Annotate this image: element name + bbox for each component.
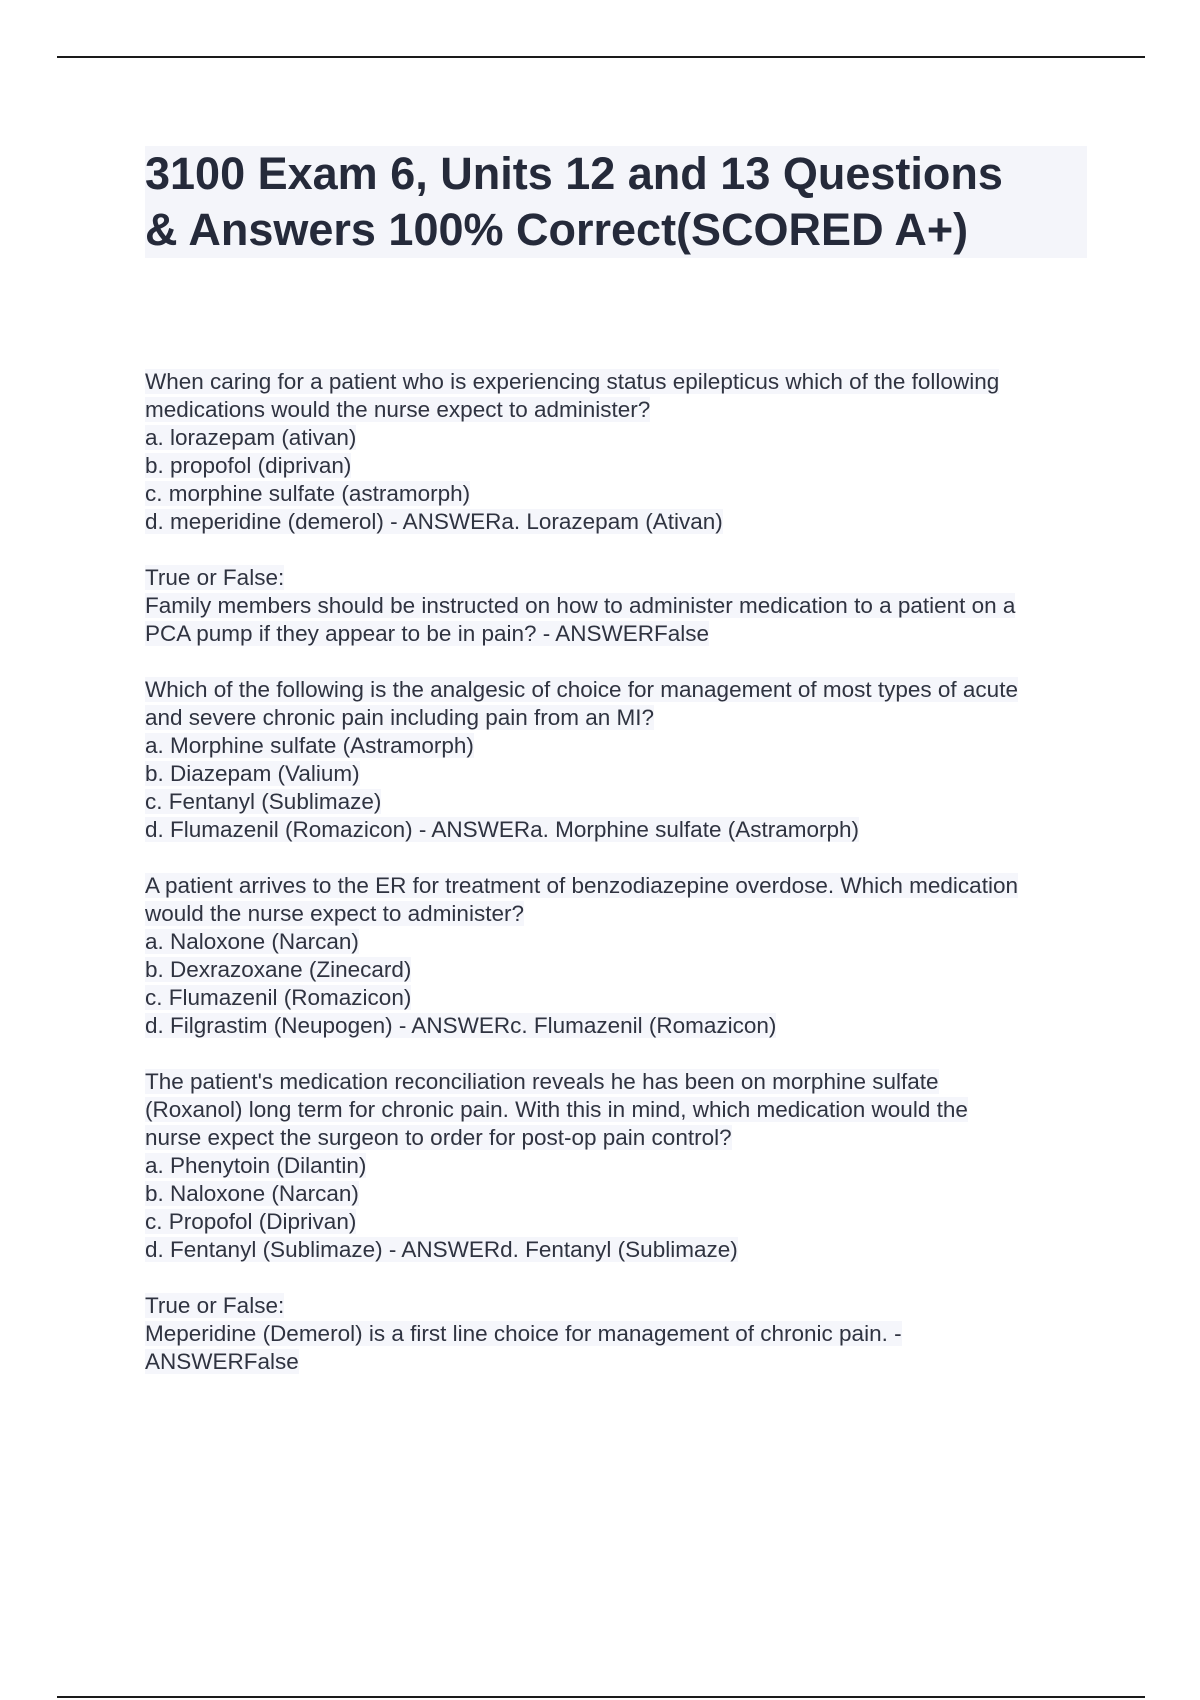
answer-option: a. lorazepam (ativan): [145, 425, 357, 450]
answer-option: c. Flumazenil (Romazicon): [145, 985, 412, 1010]
title-line: 3100 Exam 6, Units 12 and 13 Questions: [145, 148, 1003, 199]
question-list: [145, 368, 1105, 1404]
answer-text: ANSWERFalse: [145, 1349, 299, 1374]
question-item: [145, 564, 1105, 648]
bottom-divider: [57, 1696, 1145, 1698]
question-text: would the nurse expect to administer?: [145, 901, 524, 926]
question-text: medications would the nurse expect to administer?: [145, 397, 651, 422]
question-text: True or False:: [145, 565, 285, 590]
answer-option: d. meperidine (demerol) - ANSWERa. Lorazepam (Ativan): [145, 509, 723, 534]
question-text: The patient's medication reconciliation reveals he has been on morphine sulfate: [145, 1069, 939, 1094]
answer-option: b. propofol (diprivan): [145, 453, 352, 478]
answer-option: c. Fentanyl (Sublimaze): [145, 789, 382, 814]
answer-option: d. Flumazenil (Romazicon) - ANSWERa. Morphine sulfate (Astramorph): [145, 817, 859, 842]
question-text: and severe chronic pain including pain from an MI?: [145, 705, 655, 730]
answer-option: d. Fentanyl (Sublimaze) - ANSWERd. Fentanyl (Sublimaze): [145, 1237, 738, 1262]
answer-option: c. Propofol (Diprivan): [145, 1209, 357, 1234]
question-item: [145, 1292, 1105, 1376]
answer-option: a. Morphine sulfate (Astramorph): [145, 733, 474, 758]
answer-option: a. Naloxone (Narcan): [145, 929, 359, 954]
answer-text: PCA pump if they appear to be in pain? - ANSWERFalse: [145, 621, 710, 646]
question-item: [145, 1068, 1105, 1264]
answer-option: b. Dexrazoxane (Zinecard): [145, 957, 412, 982]
question-text: True or False:: [145, 1293, 285, 1318]
document-title: [145, 146, 1087, 258]
title-line: & Answers 100% Correct(SCORED A+): [145, 204, 969, 255]
question-item: [145, 872, 1105, 1040]
answer-option: b. Diazepam (Valium): [145, 761, 360, 786]
answer-option: b. Naloxone (Narcan): [145, 1181, 359, 1206]
question-text: Meperidine (Demerol) is a first line choice for management of chronic pain. -: [145, 1321, 902, 1346]
question-item: [145, 368, 1105, 536]
question-text: Which of the following is the analgesic of choice for management of most types of acute: [145, 677, 1018, 702]
answer-option: a. Phenytoin (Dilantin): [145, 1153, 367, 1178]
answer-option: d. Filgrastim (Neupogen) - ANSWERc. Flumazenil (Romazicon): [145, 1013, 777, 1038]
top-divider: [57, 56, 1145, 58]
question-text: Family members should be instructed on how to administer medication to a patient on a: [145, 593, 1016, 618]
answer-option: c. morphine sulfate (astramorph): [145, 481, 471, 506]
question-text: A patient arrives to the ER for treatment of benzodiazepine overdose. Which medication: [145, 873, 1018, 898]
question-text: (Roxanol) long term for chronic pain. With this in mind, which medication would the: [145, 1097, 968, 1122]
question-text: nurse expect the surgeon to order for post-op pain control?: [145, 1125, 732, 1150]
question-text: When caring for a patient who is experiencing status epilepticus which of the following: [145, 369, 1000, 394]
question-item: [145, 676, 1105, 844]
